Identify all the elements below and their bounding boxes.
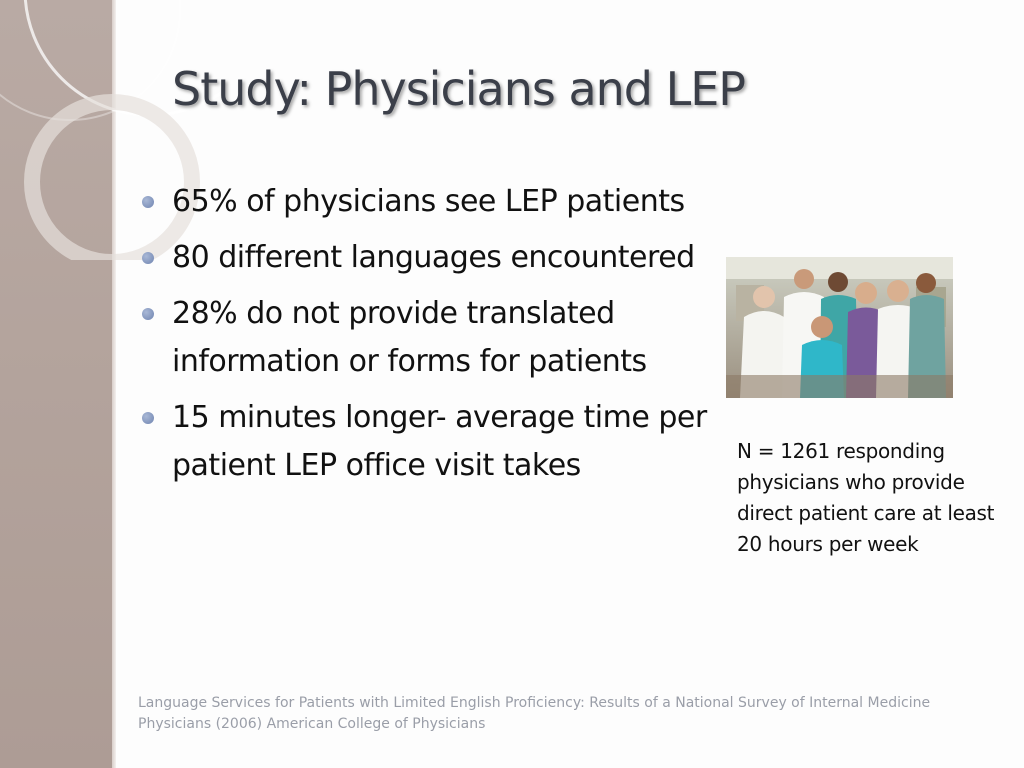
bullet-dot-icon [142, 252, 154, 264]
source-citation: Language Services for Patients with Limited English Proficiency: Results of a National Survey of Internal Medicine Physicians (2006) American College of Physicians [138, 695, 931, 732]
bullet-text: 28% do not provide translated information or forms for patients [172, 296, 647, 379]
sample-size-note: N = 1261 responding physicians who provide direct patient care at least 20 hours per week [737, 439, 995, 556]
slide-title: Study: Physicians and LEP [172, 62, 746, 116]
bullet-text: 15 minutes longer- average time per patient LEP office visit takes [172, 400, 707, 483]
bullet-item [142, 290, 727, 386]
medical-team-photo [726, 257, 953, 398]
bullet-dot-icon [142, 196, 154, 208]
bullet-dot-icon [142, 308, 154, 320]
bullet-list [142, 178, 727, 498]
bullet-item [142, 394, 727, 490]
bullet-text: 80 different languages encountered [172, 240, 695, 275]
bullet-text: 65% of physicians see LEP patients [172, 184, 685, 219]
bullet-dot-icon [142, 412, 154, 424]
bullet-item [142, 234, 727, 282]
bullet-item [142, 178, 727, 226]
